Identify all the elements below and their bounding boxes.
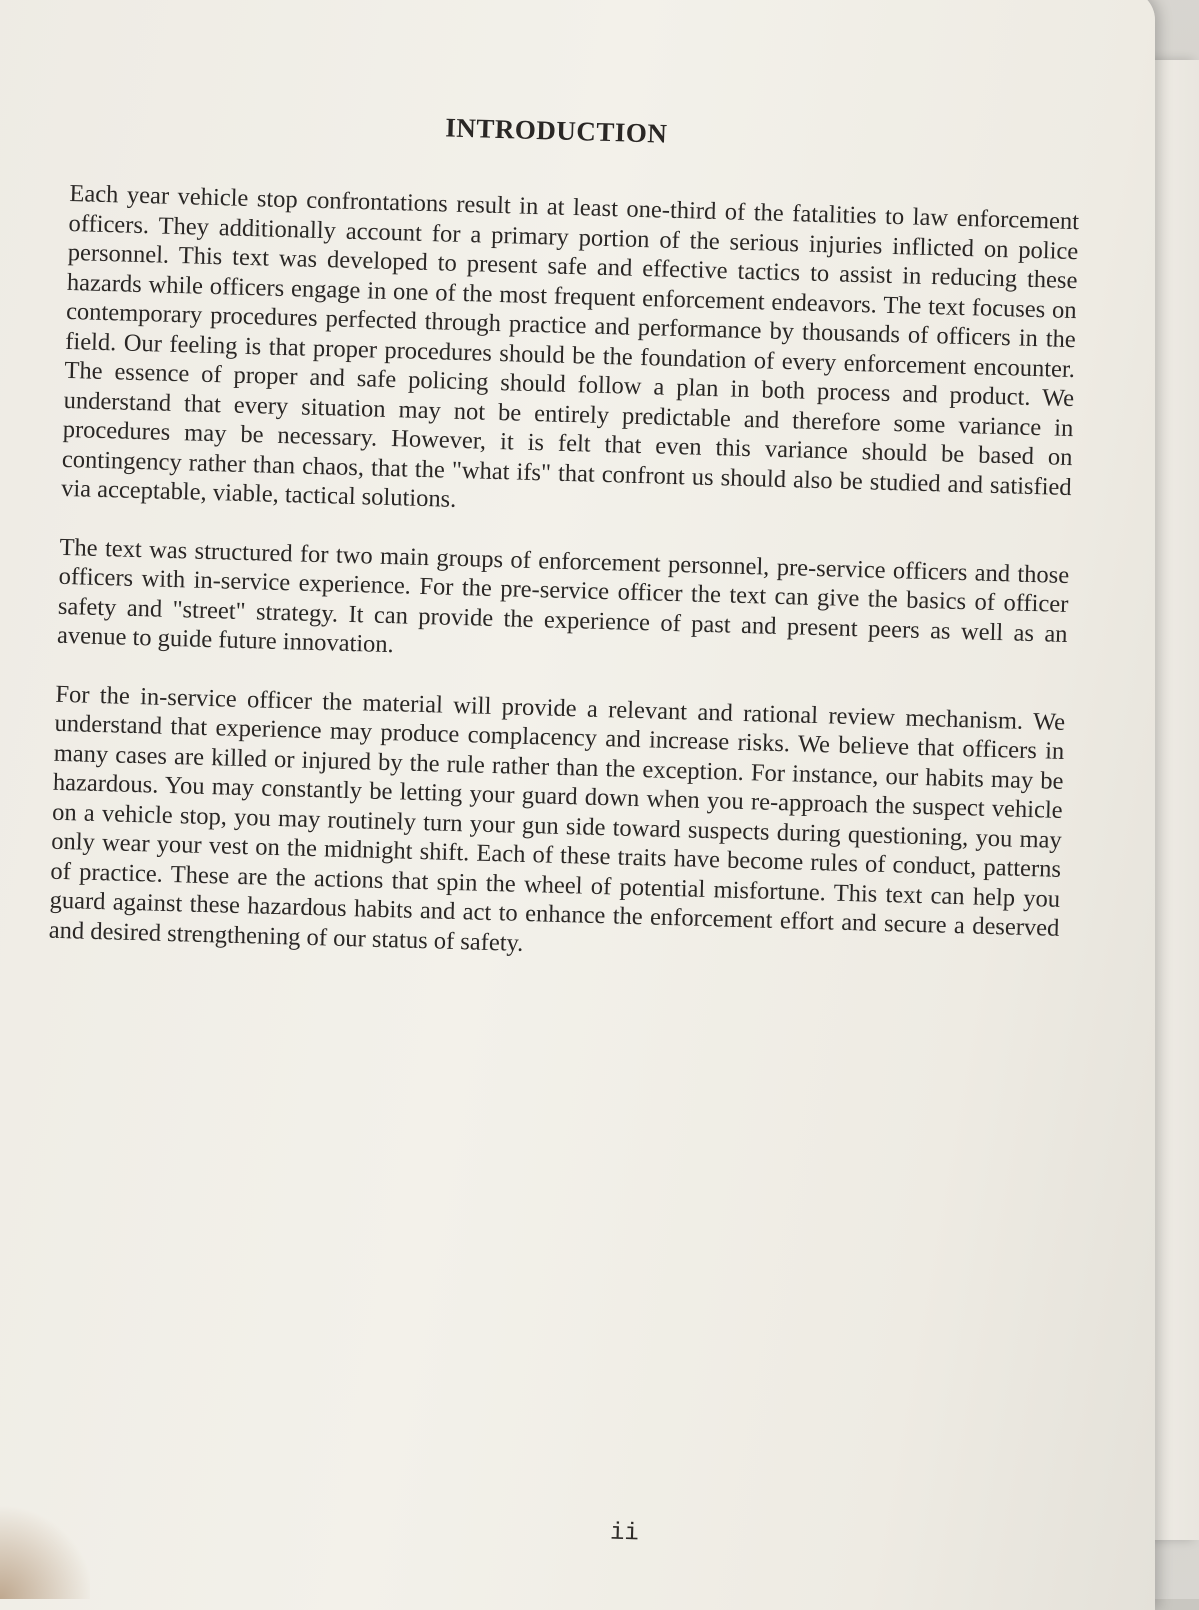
thumb-shadow [0,1500,90,1599]
page-title: INTRODUCTION [445,112,668,149]
page-number: ii [609,1519,640,1548]
page-content [48,102,1082,1002]
paragraph-2: The text was structured for two main groups of enforcement personnel, pre-service officers and those officers with in-service experience. For the pre-service officer the text can give the basics of officer safety and "street" strategy. It can provide the experience of past and present peers as well as an avenue to guide future innovation. [56,533,1070,659]
paragraph-3: For the in-service officer the material will provide a relevant and rational review mechanism. We understand that experience may produce complacency and increase risks. We believe that officers in many cases are killed or injured by the rule rather than the exception. For instance, our habits may be hazardous. You may constantly be letting your guard down when you re-approach the suspect vehicle on a vehicle stop, you may routinely turn your gun side toward suspects during questioning, you may only wear your vest on the midnight shift. Each of these traits have become rules of conduct, patterns of practice. These are the actions that spin the wheel of potential misfortune. This text can help you guard against these hazardous habits and act to enhance the enforcement effort and secure a deserved and desired strengthening of our status of safety. [48,680,1066,957]
paragraph-1: Each year vehicle stop confrontations result in at least one-third of the fatalities to law enforcement officers. They additionally account for a primary portion of the serious injuries inflicted on police personnel. This text was developed to present safe and effective tactics to assist in reducing these hazards while officers engage in one of the most frequent enforcement endeavors. The text focuses on contemporary procedures perfected through practice and performance by thousands of officers in the field. Our feeling is that proper procedures should be the foundation of every enforcement encounter. The essence of proper and safe policing should follow a plan in both process and product. We understand that every situation may not be entirely predictable and therefore some variance in procedures may be necessary. However, it is felt that even this variance should be based on contingency rather than chaos, that the "what ifs" that confront us should also be studied and satisfied via acceptable, viable, tactical solutions. [60,179,1080,513]
